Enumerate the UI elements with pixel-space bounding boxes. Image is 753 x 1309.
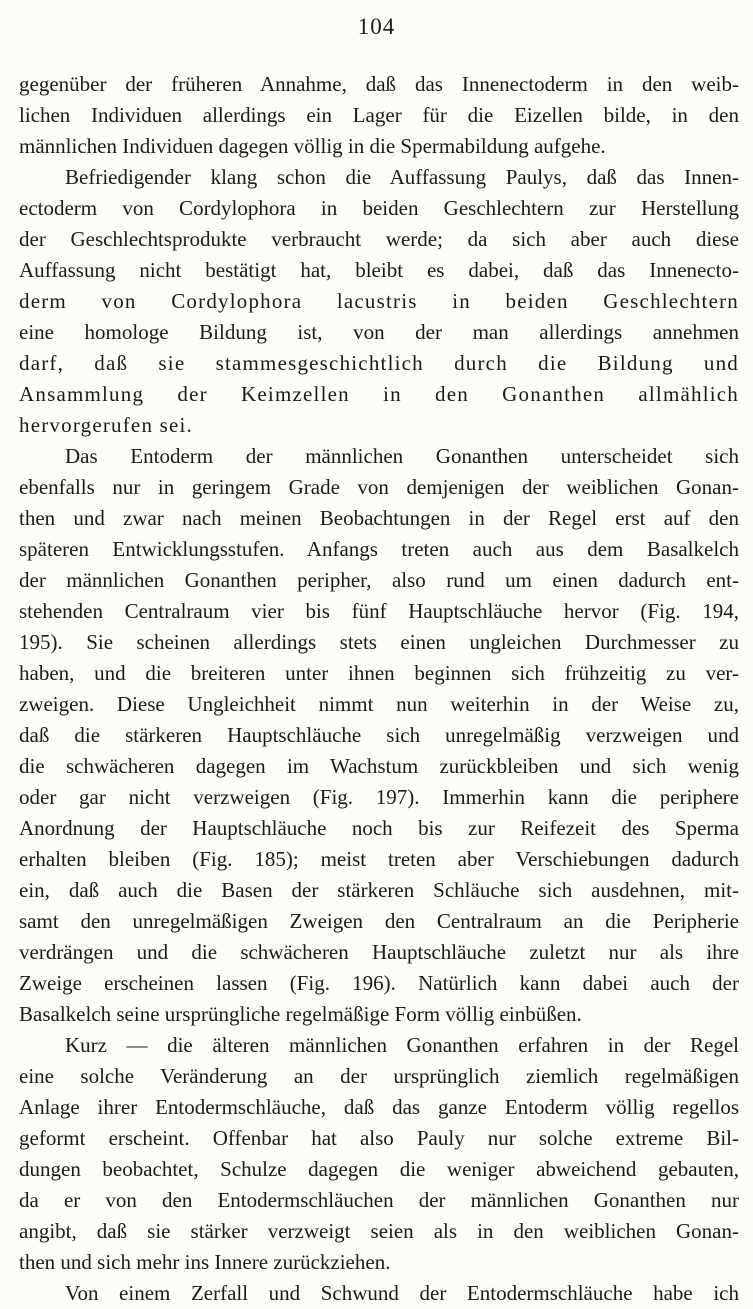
- text-line: angibt, daß sie stärker verzweigt seien als in den weiblichen Gonan-: [19, 1219, 739, 1243]
- text-line: Anordnung der Hauptschläuche noch bis zur Reifezeit des Sperma: [19, 816, 739, 840]
- text-line: dungen beobachtet, Schulze dagegen die weniger abweichend gebauten,: [19, 1157, 739, 1181]
- text-line: Auffassung nicht bestätigt hat, bleibt es dabei, daß das Innenecto-: [19, 258, 739, 282]
- text-line: geformt erscheint. Offenbar hat also Pauly nur solche extreme Bil-: [19, 1126, 739, 1150]
- text-line: lichen Individuen allerdings ein Lager für die Eizellen bilde, in den: [19, 103, 739, 127]
- text-line: Anlage ihrer Entodermschläuche, daß das ganze Entoderm völlig regellos: [19, 1095, 739, 1119]
- text-line: männlichen Individuen dagegen völlig in die Spermabildung aufgehe.: [19, 134, 606, 158]
- text-line: hervorgerufen sei.: [19, 413, 193, 437]
- text-line: daß die stärkeren Hauptschläuche sich unregelmäßig verzweigen und: [19, 723, 739, 747]
- text-line: ectoderm von Cordylophora in beiden Geschlechtern zur Herstellung: [19, 196, 739, 220]
- text-line: ebenfalls nur in geringem Grade von demjenigen der weiblichen Gonan-: [19, 475, 739, 499]
- page-number: 104: [357, 14, 396, 39]
- text-line: darf, daß sie stammesgeschichtlich durch die Bildung und: [19, 351, 739, 375]
- text-line: Zweige erscheinen lassen (Fig. 196). Natürlich kann dabei auch der: [19, 971, 739, 995]
- text-line: eine solche Veränderung an der ursprünglich ziemlich regelmäßigen: [19, 1064, 739, 1088]
- text-line: eine homologe Bildung ist, von der man allerdings annehmen: [19, 320, 739, 344]
- text-line: samt den unregelmäßigen Zweigen den Centralraum an die Peripherie: [19, 909, 739, 933]
- text-line: Kurz — die älteren männlichen Gonanthen erfahren in der Regel: [65, 1033, 739, 1057]
- text-line: derm von Cordylophora lacustris in beiden Geschlechtern: [19, 289, 739, 313]
- text-line: Ansammlung der Keimzellen in den Gonanthen allmählich: [19, 382, 739, 406]
- text-line: Das Entoderm der männlichen Gonanthen unterscheidet sich: [65, 444, 739, 468]
- text-line: Von einem Zerfall und Schwund der Entodermschläuche habe ich: [65, 1281, 739, 1305]
- text-line: then und zwar nach meinen Beobachtungen in der Regel erst auf den: [19, 506, 739, 530]
- text-line: späteren Entwicklungsstufen. Anfangs treten auch aus dem Basalkelch: [19, 537, 739, 561]
- text-line: stehenden Centralraum vier bis fünf Hauptschläuche hervor (Fig. 194,: [19, 599, 739, 623]
- body-text: [19, 69, 739, 1309]
- text-line: Basalkelch seine ursprüngliche regelmäßige Form völlig einbüßen.: [19, 1002, 582, 1026]
- text-line: da er von den Entodermschläuchen der männlichen Gonanthen nur: [19, 1188, 739, 1212]
- text-line: gegenüber der früheren Annahme, daß das Innenectoderm in den weib-: [19, 72, 739, 96]
- text-line: Befriedigender klang schon die Auffassung Paulys, daß das Innen-: [65, 165, 739, 189]
- text-line: haben, und die breiteren unter ihnen beginnen sich frühzeitig zu ver-: [19, 661, 739, 685]
- text-line: die schwächeren dagegen im Wachstum zurückbleiben und sich wenig: [19, 754, 739, 778]
- text-line: erhalten bleiben (Fig. 185); meist treten aber Verschiebungen dadurch: [19, 847, 739, 871]
- text-line: then und sich mehr ins Innere zurückziehen.: [19, 1250, 391, 1274]
- text-line: der männlichen Gonanthen peripher, also rund um einen dadurch ent-: [19, 568, 739, 592]
- text-line: der Geschlechtsprodukte verbraucht werde; da sich aber auch diese: [19, 227, 739, 251]
- text-line: ein, daß auch die Basen der stärkeren Schläuche sich ausdehnen, mit-: [19, 878, 739, 902]
- text-line: verdrängen und die schwächeren Hauptschläuche zuletzt nur als ihre: [19, 940, 739, 964]
- text-line: 195). Sie scheinen allerdings stets einen ungleichen Durchmesser zu: [19, 630, 739, 654]
- text-line: zweigen. Diese Ungleichheit nimmt nun weiterhin in der Weise zu,: [19, 692, 739, 716]
- text-line: oder gar nicht verzweigen (Fig. 197). Immerhin kann die periphere: [19, 785, 739, 809]
